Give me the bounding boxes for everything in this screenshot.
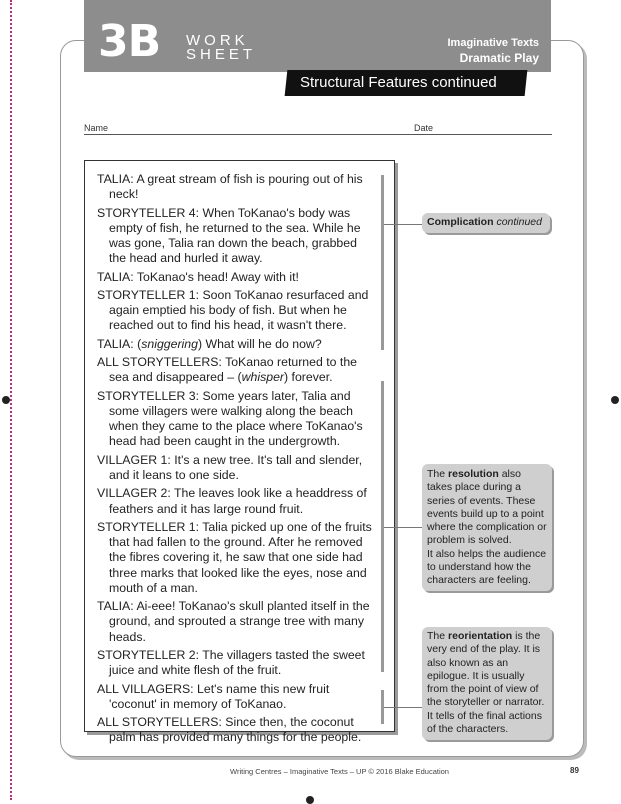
script-line (97, 288, 375, 334)
line-text: The villagers tasted the sweet juice and white flesh of the fruit. (109, 647, 365, 678)
date-field-label: Date (414, 123, 434, 133)
line-text: Ai-eee! ToKanao's skull planted itself in the ground, and sprouted a strange tree with many heads. (109, 599, 370, 644)
script-line (97, 682, 375, 712)
script-line (97, 599, 375, 645)
stage-direction: sniggering (141, 336, 198, 351)
script-line (97, 648, 375, 678)
complication-bracket (381, 175, 389, 350)
line-text: Soon ToKanao resurfaced and again emptied his body of fish. But when he reached out to find his head, it wasn't there. (109, 287, 369, 333)
punch-margin-line (10, 0, 12, 800)
worksheet-label-word2: SHEET (186, 46, 257, 63)
script-line (97, 206, 375, 267)
page-number: 89 (570, 766, 579, 775)
resolution-extra: It also helps the audience to understand how the characters are feeling. (427, 547, 547, 587)
resolution-note (422, 464, 552, 591)
script-line (97, 520, 375, 596)
line-text: Some years later, Talia and some villagers were walking along the beach when they came to the place where ToKanao's head had been caught in the undergrowth. (109, 388, 363, 449)
speaker-name: TALIA: (97, 599, 134, 614)
speaker-name: STORYTELLER 2: (97, 647, 200, 662)
reorientation-connector (384, 707, 422, 708)
speaker-name: ALL VILLAGERS: (97, 681, 194, 696)
speaker-name: ALL STORYTELLERS: (97, 715, 222, 730)
name-date-line[interactable] (84, 134, 552, 135)
script-line (97, 486, 375, 516)
line-text: A great stream of fish is pouring out of his neck! (109, 172, 363, 202)
complication-term: Complication (427, 216, 494, 228)
worksheet-label-word1: WORK (186, 32, 249, 49)
stage-direction: whisper (241, 370, 285, 385)
line-text: ( (137, 336, 142, 351)
line-text: ToKanao returned to the sea and disappeared – ( (109, 355, 358, 385)
script-line (97, 355, 375, 385)
line-text: When ToKanao's body was empty of fish, he returned to the sea. While he was gone, Talia ran down the beach, grabbed the head and hurled it away. (109, 205, 361, 266)
script-line (97, 337, 375, 352)
speaker-name: STORYTELLER 1: (97, 287, 200, 302)
reorientation-pre: The (427, 630, 449, 642)
reorientation-text: is the very end of the play. It is also known as an epilogue. It is usually from the point of view of the storyteller or narrator. It tells of the final actions of the characters. (427, 630, 545, 736)
line-text: ToKanao's head! Away with it! (136, 269, 299, 284)
resolution-text: also takes place during a series of events. These events build up to a point where the complication or problem is solved. (427, 468, 547, 547)
line-text: It's a new tree. It's tall and slender, and it leans to one side. (109, 452, 363, 482)
reorientation-term: reorientation (448, 630, 513, 642)
category-label: Imaginative Texts (447, 37, 539, 49)
script-line (97, 270, 375, 285)
footer-credit: Writing Centres – Imaginative Texts – UP © 2016 Blake Education (230, 767, 449, 776)
line-text-continued: ) forever. (284, 370, 333, 385)
line-text: Since then, the coconut palm has provided many things for the people. (109, 715, 362, 745)
speaker-name: STORYTELLER 3: (97, 388, 200, 403)
registration-mark-right (611, 396, 619, 404)
resolution-connector (384, 527, 422, 528)
name-field-label: Name (84, 123, 109, 133)
resolution-term: resolution (448, 468, 499, 480)
script-line (97, 389, 375, 450)
worksheet-label (186, 34, 256, 62)
reorientation-note (422, 627, 552, 740)
worksheet-number: 3B (98, 16, 161, 67)
line-text: The leaves look like a headdress of feathers and it has large round fruit. (109, 486, 367, 516)
registration-mark-bottom (306, 796, 314, 804)
registration-mark-left (2, 396, 10, 404)
line-text-continued: ) What will he do now? (197, 336, 322, 351)
text-type-label: Dramatic Play (459, 51, 539, 65)
complication-continued: continued (496, 216, 542, 228)
script-line (97, 172, 375, 202)
script-line (97, 715, 375, 745)
header-category-block (448, 36, 540, 66)
speaker-name: TALIA: (97, 269, 134, 284)
speaker-name: VILLAGER 1: (97, 452, 171, 467)
complication-note (422, 213, 550, 233)
subtitle: Structural Features continued (300, 74, 497, 91)
script-line (97, 453, 375, 483)
speaker-name: STORYTELLER 1: (97, 519, 200, 534)
speaker-name: ALL STORYTELLERS: (97, 355, 222, 370)
speaker-name: STORYTELLER 4: (97, 205, 200, 220)
line-text: Talia picked up one of the fruits that had fallen to the ground. After he removed the fibres covering it, he saw that one side had three marks that looked like the eyes, nose and mouth of a man. (109, 519, 372, 595)
play-script (97, 172, 375, 749)
complication-connector (384, 224, 422, 225)
resolution-pre: The (427, 468, 449, 480)
speaker-name: TALIA: (97, 336, 134, 351)
line-text: Let's name this new fruit 'coconut' in memory of ToKanao. (109, 681, 330, 711)
speaker-name: VILLAGER 2: (97, 486, 171, 501)
speaker-name: TALIA: (97, 172, 134, 186)
